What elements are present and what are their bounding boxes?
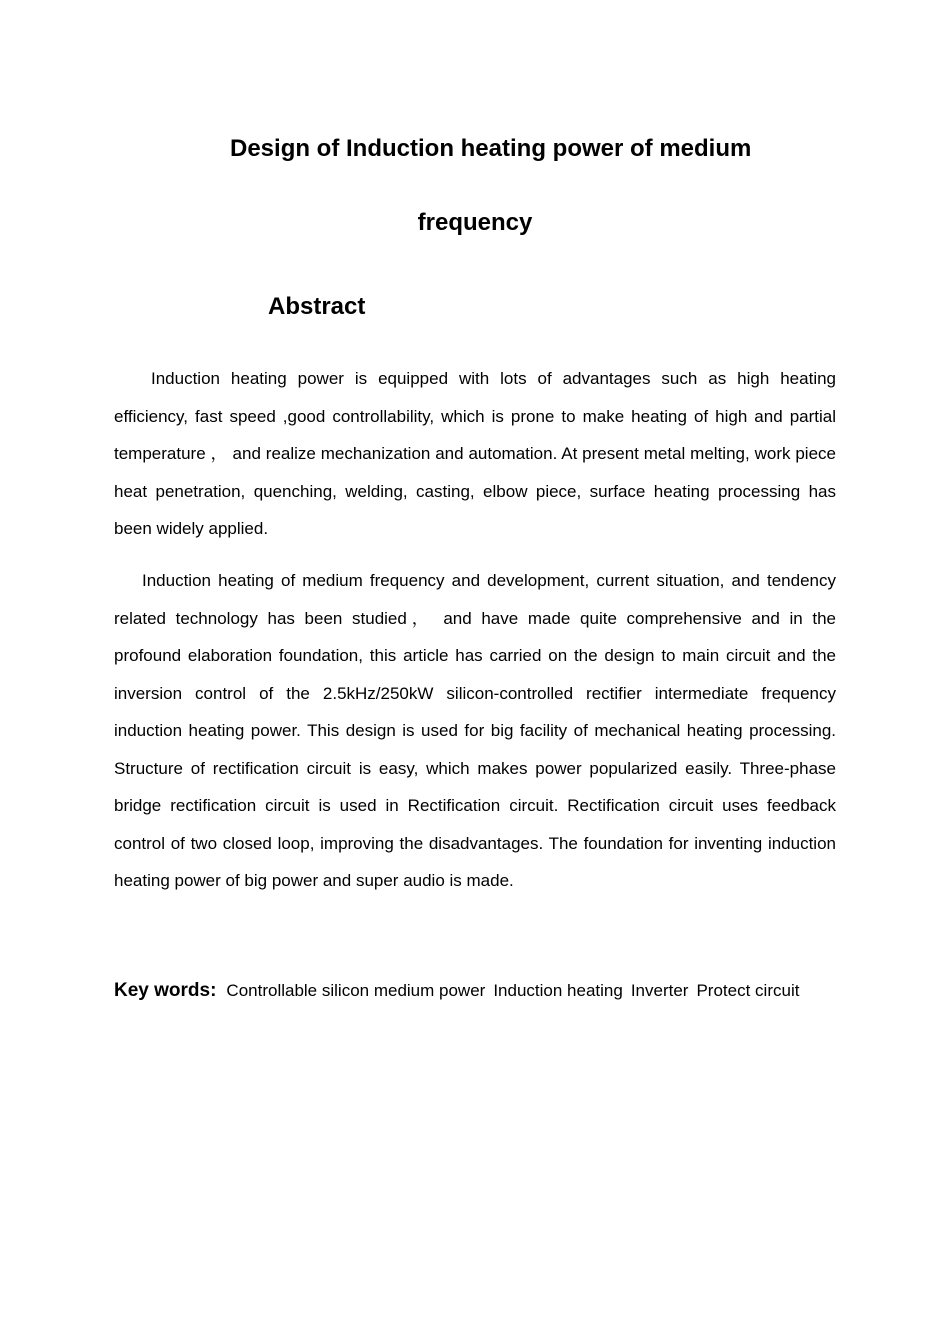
keyword-item: Controllable silicon medium power	[226, 981, 486, 1000]
abstract-paragraph-1: Induction heating power is equipped with lots of advantages such as high heating efficiency, fast speed ,good controllability, which is prone to make heating of high and partial temperature ， and realize mechanization and automation. At present metal melting, work piece heat penetration, quenching, welding, casting, elbow piece, surface heating processing has been widely applied.	[114, 369, 836, 538]
abstract-heading: Abstract	[268, 293, 366, 320]
keyword-item: Protect circuit	[696, 981, 800, 1000]
keywords-list	[226, 981, 799, 1000]
abstract-paragraph-2: Induction heating of medium frequency and development, current situation, and tendency related technology has been studied， and have made quite comprehensive and in the profound elaboration foundation, this article has carried on the design to main circuit and the inversion control of the 2.5kHz/250kW silicon-controlled rectifier intermediate frequency induction heating power. This design is used for big facility of mechanical heating processing. Structure of rectification circuit is easy, which makes power popularized easily. Three-phase bridge rectification circuit is used in Rectification circuit. Rectification circuit uses feedback control of two closed loop, improving the disadvantages. The foundation for inventing induction heating power of big power and super audio is made.	[114, 571, 836, 890]
keywords-line	[114, 980, 854, 1002]
keyword-item: Induction heating	[493, 981, 623, 1000]
title-line-2: frequency	[417, 209, 533, 236]
keywords-label: Key words:	[114, 980, 217, 1001]
keyword-item: Inverter	[630, 981, 689, 1000]
title-line-1: Design of Induction heating power of medium	[230, 135, 752, 162]
